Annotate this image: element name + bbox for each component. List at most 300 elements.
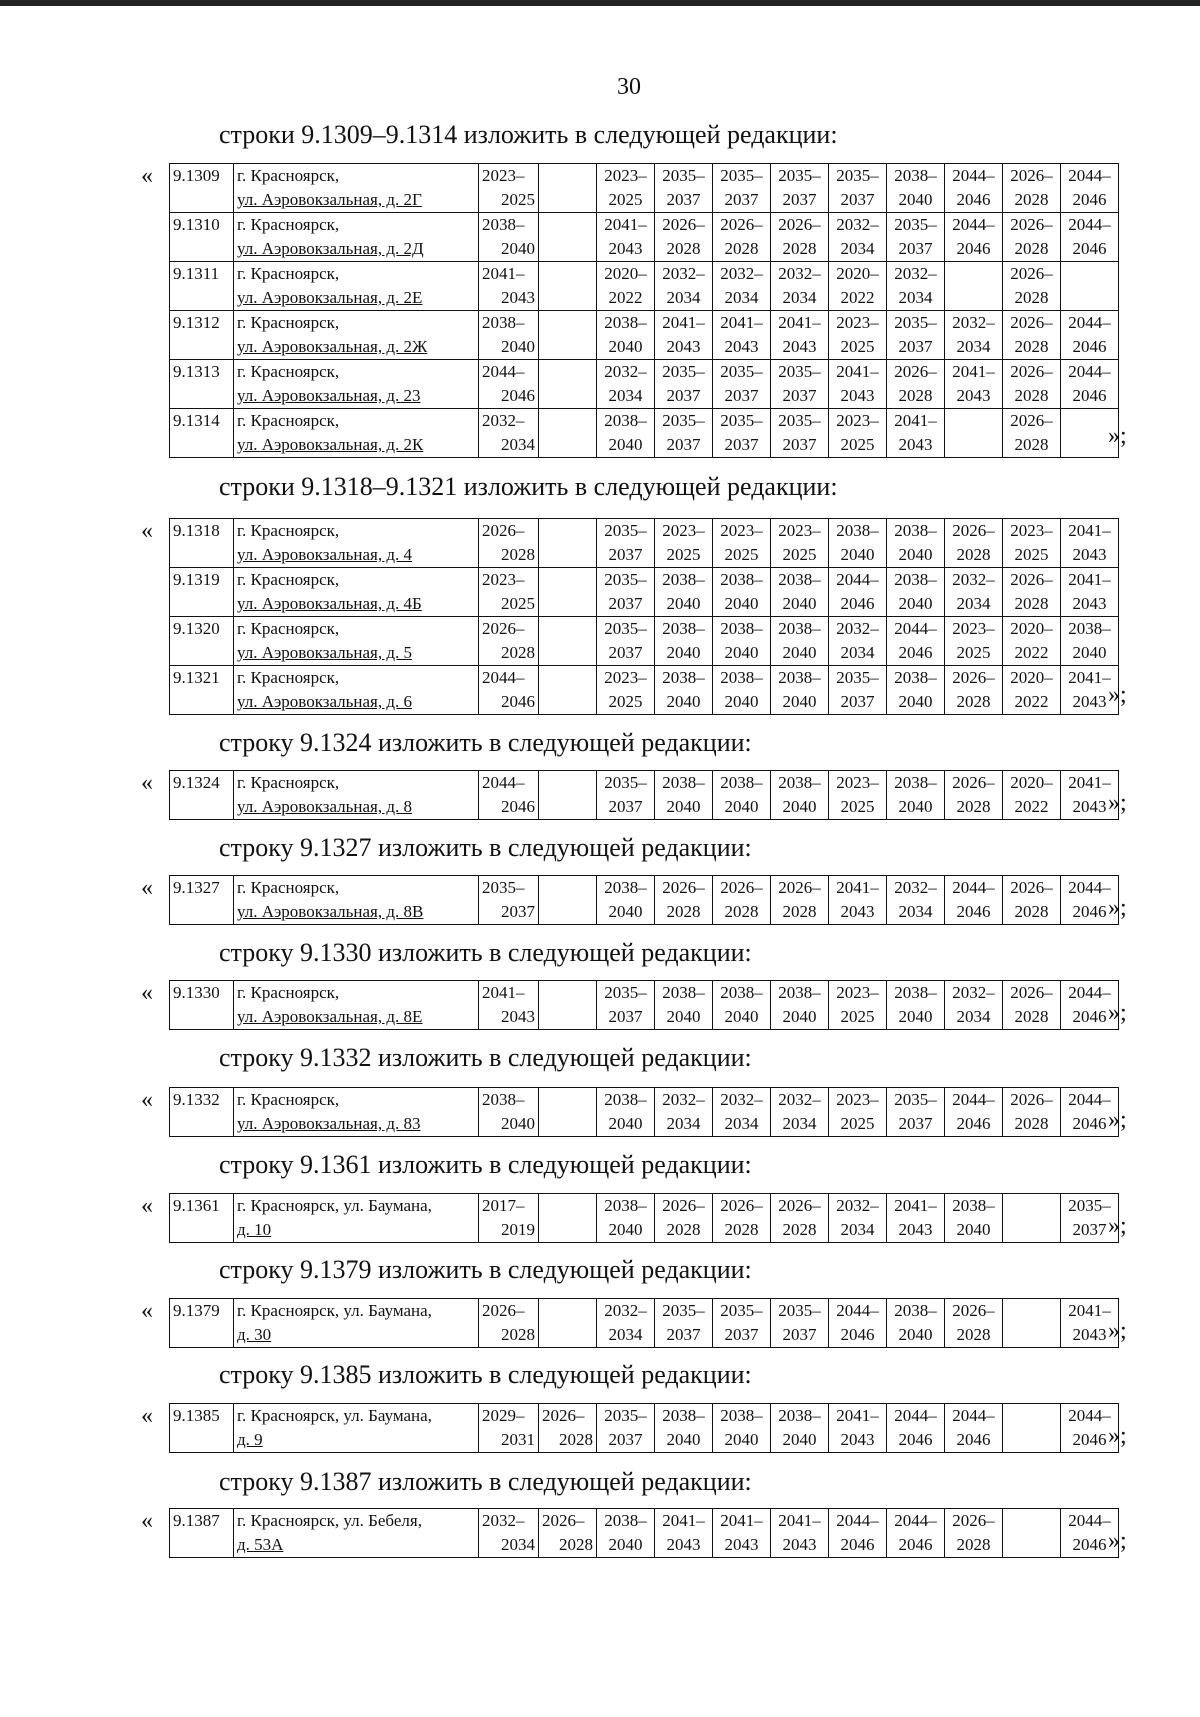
year-range-cell: 2026– bbox=[1003, 311, 1061, 336]
year-range-cell bbox=[539, 1088, 597, 1113]
address-line-2: д. 9 bbox=[234, 1428, 479, 1453]
table-row bbox=[170, 311, 1119, 336]
year-range-cell: 2035– bbox=[771, 1299, 829, 1324]
year-range-cell: 2043 bbox=[479, 1005, 539, 1030]
year-range-cell: 2026– bbox=[945, 1509, 1003, 1534]
year-range-cell bbox=[539, 409, 597, 434]
year-range-cell: 2040 bbox=[713, 641, 771, 666]
year-range-cell: 2025 bbox=[479, 592, 539, 617]
year-range-cell: 2035– bbox=[829, 164, 887, 189]
year-range-cell: 2026– bbox=[945, 666, 1003, 691]
table-row bbox=[170, 1428, 1119, 1453]
year-range-cell: 2032– bbox=[887, 262, 945, 287]
year-range-cell: 2032– bbox=[771, 1088, 829, 1113]
address-line-2: ул. Аэровокзальная, д. 83 bbox=[234, 1112, 479, 1137]
year-range-cell: 2041– bbox=[655, 311, 713, 336]
year-range-cell: 2020– bbox=[1003, 666, 1061, 691]
year-range-cell bbox=[945, 409, 1003, 434]
year-range-cell: 2020– bbox=[1003, 617, 1061, 642]
year-range-cell: 2038– bbox=[771, 666, 829, 691]
year-range-cell: 2038– bbox=[887, 519, 945, 544]
year-range-cell: 2028 bbox=[1003, 188, 1061, 213]
table-row bbox=[170, 1299, 1119, 1324]
year-range-cell: 2044– bbox=[945, 213, 1003, 238]
year-range-cell: 2032– bbox=[597, 360, 655, 385]
year-range-cell: 2028 bbox=[713, 900, 771, 925]
table-row bbox=[170, 384, 1119, 409]
address-line-2: ул. Аэровокзальная, д. 8В bbox=[234, 900, 479, 925]
close-quote: »; bbox=[1108, 1528, 1127, 1554]
amendment-table bbox=[169, 163, 1119, 458]
year-range-cell: 2035– bbox=[887, 1088, 945, 1113]
year-range-cell: 2040 bbox=[479, 1112, 539, 1137]
open-quote: « bbox=[141, 518, 153, 544]
year-range-cell: 2026– bbox=[655, 213, 713, 238]
year-range-cell bbox=[1003, 1428, 1061, 1453]
year-range-cell: 2034 bbox=[945, 335, 1003, 360]
year-range-cell: 2028 bbox=[1003, 286, 1061, 311]
year-range-cell: 2028 bbox=[539, 1533, 597, 1558]
year-range-cell bbox=[1003, 1323, 1061, 1348]
year-range-cell: 2038– bbox=[655, 981, 713, 1006]
year-range-cell: 2025 bbox=[479, 188, 539, 213]
year-range-cell: 2040 bbox=[597, 1218, 655, 1243]
amendment-table bbox=[169, 1193, 1119, 1243]
row-number: 9.1327 bbox=[170, 876, 234, 925]
year-range-cell: 2038– bbox=[1061, 617, 1119, 642]
year-range-cell: 2041– bbox=[887, 1194, 945, 1219]
year-range-cell: 2023– bbox=[771, 519, 829, 544]
year-range-cell: 2038– bbox=[887, 568, 945, 593]
address-line-1: г. Красноярск, bbox=[234, 519, 479, 544]
year-range-cell: 2028 bbox=[887, 384, 945, 409]
row-number: 9.1330 bbox=[170, 981, 234, 1030]
year-range-cell: 2037 bbox=[829, 188, 887, 213]
section-heading: строку 9.1387 изложить в следующей редакции: bbox=[219, 1467, 752, 1496]
year-range-cell: 2038– bbox=[479, 213, 539, 238]
section-heading: строку 9.1330 изложить в следующей редакции: bbox=[219, 938, 752, 967]
year-range-cell: 2032– bbox=[713, 1088, 771, 1113]
year-range-cell bbox=[1061, 286, 1119, 311]
year-range-cell: 2028 bbox=[771, 1218, 829, 1243]
year-range-cell: 2035– bbox=[597, 568, 655, 593]
open-quote: « bbox=[141, 163, 153, 189]
year-range-cell: 2038– bbox=[655, 666, 713, 691]
year-range-cell: 2023– bbox=[829, 311, 887, 336]
year-range-cell: 2026– bbox=[1003, 262, 1061, 287]
year-range-cell: 2034 bbox=[597, 384, 655, 409]
year-range-cell: 2025 bbox=[713, 543, 771, 568]
table-row bbox=[170, 568, 1119, 593]
year-range-cell: 2025 bbox=[597, 690, 655, 715]
year-range-cell: 2032– bbox=[829, 1194, 887, 1219]
year-range-cell: 2043 bbox=[829, 1428, 887, 1453]
year-range-cell: 2040 bbox=[597, 900, 655, 925]
year-range-cell: 2040 bbox=[1061, 641, 1119, 666]
row-number: 9.1332 bbox=[170, 1088, 234, 1137]
table-row bbox=[170, 876, 1119, 901]
year-range-cell: 2035– bbox=[597, 519, 655, 544]
year-range-cell: 2041– bbox=[479, 262, 539, 287]
year-range-cell: 2037 bbox=[597, 1428, 655, 1453]
year-range-cell: 2037 bbox=[771, 188, 829, 213]
year-range-cell: 2028 bbox=[539, 1428, 597, 1453]
year-range-cell: 2032– bbox=[945, 981, 1003, 1006]
year-range-cell: 2044– bbox=[1061, 1088, 1119, 1113]
year-range-cell: 2034 bbox=[655, 1112, 713, 1137]
amendment-table bbox=[169, 770, 1119, 820]
year-range-cell: 2020– bbox=[829, 262, 887, 287]
year-range-cell: 2028 bbox=[945, 1533, 1003, 1558]
year-range-cell: 2038– bbox=[771, 771, 829, 796]
row-number: 9.1319 bbox=[170, 568, 234, 617]
year-range-cell: 2040 bbox=[597, 433, 655, 458]
table-row bbox=[170, 1218, 1119, 1243]
address-line-2: д. 53А bbox=[234, 1533, 479, 1558]
year-range-cell bbox=[1003, 1299, 1061, 1324]
year-range-cell: 2043 bbox=[829, 384, 887, 409]
year-range-cell: 2046 bbox=[945, 237, 1003, 262]
close-quote: »; bbox=[1108, 682, 1127, 708]
year-range-cell: 2038– bbox=[597, 1509, 655, 1534]
year-range-cell: 2026– bbox=[539, 1404, 597, 1429]
close-quote: »; bbox=[1108, 1213, 1127, 1239]
year-range-cell: 2026– bbox=[1003, 164, 1061, 189]
year-range-cell: 2040 bbox=[655, 795, 713, 820]
year-range-cell bbox=[1061, 262, 1119, 287]
address-line-2: д. 30 bbox=[234, 1323, 479, 1348]
address-line-1: г. Красноярск, ул. Бебеля, bbox=[234, 1509, 479, 1534]
year-range-cell: 2044– bbox=[887, 617, 945, 642]
year-range-cell bbox=[539, 568, 597, 593]
year-range-cell: 2040 bbox=[597, 1533, 655, 1558]
row-number: 9.1361 bbox=[170, 1194, 234, 1243]
year-range-cell: 2037 bbox=[655, 1323, 713, 1348]
year-range-cell: 2040 bbox=[713, 690, 771, 715]
year-range-cell: 2028 bbox=[945, 690, 1003, 715]
year-range-cell bbox=[1003, 1404, 1061, 1429]
amendment-table bbox=[169, 980, 1119, 1030]
year-range-cell: 2040 bbox=[887, 1005, 945, 1030]
year-range-cell: 2037 bbox=[887, 237, 945, 262]
year-range-cell: 2028 bbox=[655, 900, 713, 925]
year-range-cell: 2044– bbox=[479, 360, 539, 385]
year-range-cell: 2026– bbox=[479, 1299, 539, 1324]
year-range-cell: 2040 bbox=[771, 641, 829, 666]
year-range-cell: 2046 bbox=[1061, 237, 1119, 262]
table-row bbox=[170, 335, 1119, 360]
year-range-cell: 2046 bbox=[479, 690, 539, 715]
year-range-cell: 2041– bbox=[1061, 568, 1119, 593]
year-range-cell: 2028 bbox=[655, 1218, 713, 1243]
address-line-1: г. Красноярск, bbox=[234, 666, 479, 691]
year-range-cell: 2046 bbox=[1061, 335, 1119, 360]
year-range-cell: 2040 bbox=[771, 690, 829, 715]
year-range-cell: 2028 bbox=[713, 237, 771, 262]
year-range-cell: 2046 bbox=[1061, 1428, 1119, 1453]
year-range-cell: 2044– bbox=[1061, 164, 1119, 189]
year-range-cell: 2020– bbox=[1003, 771, 1061, 796]
year-range-cell: 2035– bbox=[597, 617, 655, 642]
year-range-cell: 2038– bbox=[713, 666, 771, 691]
year-range-cell: 2023– bbox=[597, 666, 655, 691]
year-range-cell: 2037 bbox=[597, 592, 655, 617]
year-range-cell: 2040 bbox=[829, 543, 887, 568]
year-range-cell: 2037 bbox=[1061, 1218, 1119, 1243]
year-range-cell: 2034 bbox=[655, 286, 713, 311]
year-range-cell: 2034 bbox=[713, 286, 771, 311]
year-range-cell: 2040 bbox=[479, 335, 539, 360]
open-quote: « bbox=[141, 1298, 153, 1324]
year-range-cell bbox=[539, 641, 597, 666]
open-quote: « bbox=[141, 1193, 153, 1219]
close-quote: »; bbox=[1108, 790, 1127, 816]
year-range-cell: 2041– bbox=[1061, 1299, 1119, 1324]
year-range-cell: 2043 bbox=[479, 286, 539, 311]
year-range-cell: 2038– bbox=[887, 981, 945, 1006]
year-range-cell: 2043 bbox=[945, 384, 1003, 409]
year-range-cell: 2028 bbox=[1003, 335, 1061, 360]
year-range-cell bbox=[539, 311, 597, 336]
year-range-cell: 2046 bbox=[829, 1533, 887, 1558]
year-range-cell: 2022 bbox=[1003, 690, 1061, 715]
year-range-cell: 2028 bbox=[479, 543, 539, 568]
year-range-cell: 2023– bbox=[829, 981, 887, 1006]
year-range-cell: 2038– bbox=[713, 568, 771, 593]
address-line-2: ул. Аэровокзальная, д. 2Д bbox=[234, 237, 479, 262]
year-range-cell: 2040 bbox=[655, 690, 713, 715]
year-range-cell: 2046 bbox=[945, 1428, 1003, 1453]
year-range-cell: 2037 bbox=[479, 900, 539, 925]
open-quote: « bbox=[141, 770, 153, 796]
year-range-cell: 2032– bbox=[655, 1088, 713, 1113]
year-range-cell: 2040 bbox=[887, 690, 945, 715]
year-range-cell: 2046 bbox=[829, 592, 887, 617]
year-range-cell: 2026– bbox=[887, 360, 945, 385]
year-range-cell: 2029– bbox=[479, 1404, 539, 1429]
year-range-cell: 2038– bbox=[945, 1194, 1003, 1219]
year-range-cell: 2022 bbox=[1003, 641, 1061, 666]
table-row bbox=[170, 519, 1119, 544]
year-range-cell: 2038– bbox=[829, 519, 887, 544]
address-line-1: г. Красноярск, ул. Баумана, bbox=[234, 1194, 479, 1219]
year-range-cell: 2044– bbox=[887, 1404, 945, 1429]
year-range-cell: 2040 bbox=[771, 795, 829, 820]
year-range-cell: 2028 bbox=[1003, 900, 1061, 925]
year-range-cell: 2035– bbox=[713, 409, 771, 434]
year-range-cell: 2041– bbox=[829, 876, 887, 901]
year-range-cell: 2035– bbox=[655, 164, 713, 189]
year-range-cell: 2037 bbox=[771, 1323, 829, 1348]
year-range-cell: 2026– bbox=[655, 876, 713, 901]
close-quote: »; bbox=[1108, 1107, 1127, 1133]
year-range-cell bbox=[539, 543, 597, 568]
year-range-cell: 2041– bbox=[597, 213, 655, 238]
year-range-cell: 2040 bbox=[945, 1218, 1003, 1243]
close-quote: »; bbox=[1108, 1318, 1127, 1344]
year-range-cell bbox=[539, 433, 597, 458]
year-range-cell: 2034 bbox=[829, 1218, 887, 1243]
address-line-1: г. Красноярск, bbox=[234, 262, 479, 287]
year-range-cell bbox=[539, 213, 597, 238]
year-range-cell: 2028 bbox=[479, 1323, 539, 1348]
address-line-2: ул. Аэровокзальная, д. 2Е bbox=[234, 286, 479, 311]
year-range-cell: 2046 bbox=[887, 641, 945, 666]
year-range-cell: 2040 bbox=[887, 543, 945, 568]
year-range-cell: 2038– bbox=[887, 771, 945, 796]
year-range-cell: 2038– bbox=[597, 409, 655, 434]
open-quote: « bbox=[141, 1403, 153, 1429]
year-range-cell: 2020– bbox=[597, 262, 655, 287]
year-range-cell: 2044– bbox=[1061, 876, 1119, 901]
year-range-cell: 2023– bbox=[597, 164, 655, 189]
year-range-cell: 2035– bbox=[597, 981, 655, 1006]
year-range-cell bbox=[539, 237, 597, 262]
year-range-cell: 2038– bbox=[713, 617, 771, 642]
year-range-cell: 2046 bbox=[945, 1112, 1003, 1137]
table-row bbox=[170, 1194, 1119, 1219]
year-range-cell: 2044– bbox=[479, 771, 539, 796]
address-line-1: г. Красноярск, bbox=[234, 981, 479, 1006]
year-range-cell bbox=[539, 1299, 597, 1324]
section-heading: строки 9.1318–9.1321 изложить в следующей редакции: bbox=[219, 472, 838, 501]
year-range-cell: 2040 bbox=[771, 592, 829, 617]
year-range-cell bbox=[539, 286, 597, 311]
year-range-cell: 2040 bbox=[479, 237, 539, 262]
year-range-cell: 2025 bbox=[829, 1005, 887, 1030]
year-range-cell: 2026– bbox=[479, 519, 539, 544]
year-range-cell: 2025 bbox=[829, 795, 887, 820]
year-range-cell: 2040 bbox=[887, 188, 945, 213]
year-range-cell: 2040 bbox=[713, 592, 771, 617]
section-heading: строку 9.1327 изложить в следующей редакции: bbox=[219, 833, 752, 862]
year-range-cell: 2044– bbox=[1061, 1404, 1119, 1429]
year-range-cell: 2028 bbox=[479, 641, 539, 666]
year-range-cell: 2037 bbox=[597, 1005, 655, 1030]
year-range-cell: 2022 bbox=[829, 286, 887, 311]
address-line-2: ул. Аэровокзальная, д. 2Ж bbox=[234, 335, 479, 360]
year-range-cell: 2044– bbox=[945, 876, 1003, 901]
table-row bbox=[170, 188, 1119, 213]
table-row bbox=[170, 1112, 1119, 1137]
year-range-cell bbox=[1003, 1509, 1061, 1534]
year-range-cell: 2026– bbox=[1003, 213, 1061, 238]
year-range-cell: 2043 bbox=[655, 1533, 713, 1558]
year-range-cell: 2046 bbox=[1061, 1112, 1119, 1137]
address-line-2: ул. Аэровокзальная, д. 8Е bbox=[234, 1005, 479, 1030]
year-range-cell bbox=[945, 262, 1003, 287]
year-range-cell: 2023– bbox=[829, 771, 887, 796]
table-row bbox=[170, 981, 1119, 1006]
row-number: 9.1321 bbox=[170, 666, 234, 715]
year-range-cell bbox=[539, 1323, 597, 1348]
table-row bbox=[170, 771, 1119, 796]
row-number: 9.1385 bbox=[170, 1404, 234, 1453]
year-range-cell: 2038– bbox=[597, 876, 655, 901]
year-range-cell: 2043 bbox=[887, 1218, 945, 1243]
year-range-cell: 2022 bbox=[1003, 795, 1061, 820]
year-range-cell: 2031 bbox=[479, 1428, 539, 1453]
year-range-cell bbox=[539, 164, 597, 189]
address-line-1: г. Красноярск, bbox=[234, 617, 479, 642]
address-line-2: ул. Аэровокзальная, д. 5 bbox=[234, 641, 479, 666]
year-range-cell: 2035– bbox=[655, 360, 713, 385]
year-range-cell: 2038– bbox=[479, 311, 539, 336]
year-range-cell: 2041– bbox=[1061, 519, 1119, 544]
row-number: 9.1309 bbox=[170, 164, 234, 213]
year-range-cell: 2035– bbox=[829, 666, 887, 691]
table-row bbox=[170, 666, 1119, 691]
open-quote: « bbox=[141, 980, 153, 1006]
year-range-cell: 2023– bbox=[945, 617, 1003, 642]
year-range-cell: 2041– bbox=[771, 1509, 829, 1534]
year-range-cell: 2038– bbox=[597, 1088, 655, 1113]
year-range-cell: 2037 bbox=[829, 690, 887, 715]
year-range-cell: 2026– bbox=[1003, 981, 1061, 1006]
year-range-cell bbox=[945, 286, 1003, 311]
year-range-cell: 2026– bbox=[1003, 409, 1061, 434]
year-range-cell: 2038– bbox=[887, 1299, 945, 1324]
year-range-cell: 2038– bbox=[713, 1404, 771, 1429]
year-range-cell: 2035– bbox=[713, 1299, 771, 1324]
close-quote: »; bbox=[1108, 895, 1127, 921]
amendment-table bbox=[169, 1508, 1119, 1558]
year-range-cell: 2040 bbox=[887, 1323, 945, 1348]
address-line-1: г. Красноярск, bbox=[234, 771, 479, 796]
year-range-cell: 2032– bbox=[479, 1509, 539, 1534]
year-range-cell bbox=[539, 900, 597, 925]
year-range-cell: 2025 bbox=[655, 543, 713, 568]
table-row bbox=[170, 690, 1119, 715]
year-range-cell: 2037 bbox=[887, 1112, 945, 1137]
year-range-cell: 2019 bbox=[479, 1218, 539, 1243]
amendment-table bbox=[169, 875, 1119, 925]
year-range-cell: 2038– bbox=[655, 568, 713, 593]
year-range-cell: 2040 bbox=[713, 795, 771, 820]
year-range-cell: 2023– bbox=[479, 568, 539, 593]
year-range-cell: 2034 bbox=[829, 237, 887, 262]
year-range-cell: 2017– bbox=[479, 1194, 539, 1219]
year-range-cell: 2037 bbox=[887, 335, 945, 360]
year-range-cell: 2032– bbox=[771, 262, 829, 287]
year-range-cell: 2046 bbox=[1061, 1533, 1119, 1558]
section-heading: строку 9.1385 изложить в следующей редакции: bbox=[219, 1360, 752, 1389]
year-range-cell: 2044– bbox=[829, 1509, 887, 1534]
open-quote: « bbox=[141, 1508, 153, 1534]
year-range-cell bbox=[539, 771, 597, 796]
year-range-cell: 2035– bbox=[655, 1299, 713, 1324]
year-range-cell: 2043 bbox=[713, 335, 771, 360]
row-number: 9.1311 bbox=[170, 262, 234, 311]
year-range-cell: 2037 bbox=[713, 433, 771, 458]
year-range-cell: 2046 bbox=[479, 795, 539, 820]
amendment-table bbox=[169, 1403, 1119, 1453]
year-range-cell: 2043 bbox=[1061, 690, 1119, 715]
year-range-cell: 2028 bbox=[771, 237, 829, 262]
table-row bbox=[170, 1088, 1119, 1113]
year-range-cell: 2040 bbox=[771, 1428, 829, 1453]
year-range-cell: 2026– bbox=[479, 617, 539, 642]
year-range-cell: 2028 bbox=[945, 543, 1003, 568]
year-range-cell: 2032– bbox=[887, 876, 945, 901]
year-range-cell: 2044– bbox=[1061, 311, 1119, 336]
address-line-1: г. Красноярск, bbox=[234, 876, 479, 901]
row-number: 9.1310 bbox=[170, 213, 234, 262]
year-range-cell: 2032– bbox=[713, 262, 771, 287]
section-heading: строку 9.1332 изложить в следующей редакции: bbox=[219, 1043, 752, 1072]
year-range-cell: 2038– bbox=[771, 1404, 829, 1429]
year-range-cell: 2026– bbox=[713, 1194, 771, 1219]
